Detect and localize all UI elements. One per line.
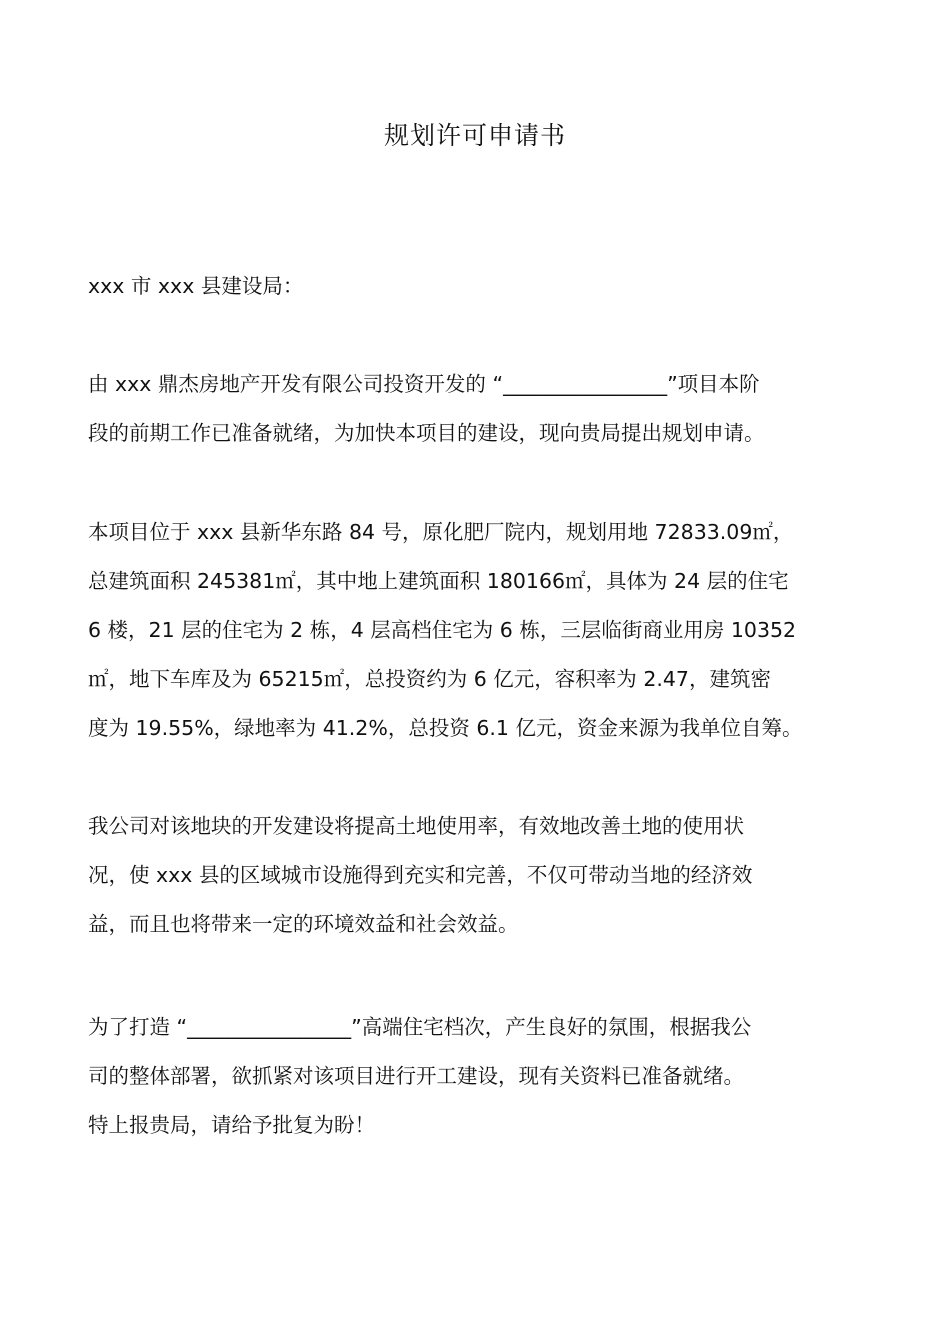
paragraph-line: 本项目位于 xxx 县新华东路 84 号，原化肥厂院内，规划用地 72833.09㎡， xyxy=(88,520,794,544)
paragraph-line: ㎡，地下车库及为 65215㎡，总投资约为 6 亿元，容积率为 2.47，建筑密 xyxy=(88,667,771,691)
paragraph-line: 为了打造 “________________”高端住宅档次，产生良好的氛围，根据我公 xyxy=(88,1015,752,1039)
paragraph-line: 况，使 xxx 县的区域城市设施得到充实和完善，不仅可带动当地的经济效 xyxy=(88,863,753,887)
salutation: xxx 市 xxx 县建设局： xyxy=(88,274,304,298)
paragraph-line: 总建筑面积 245381㎡，其中地上建筑面积 180166㎡，具体为 24 层的住宅 xyxy=(88,569,789,593)
paragraph-line: 益，而且也将带来一定的环境效益和社会效益。 xyxy=(88,912,519,936)
paragraph-benefits xyxy=(88,802,864,949)
paragraph-intro xyxy=(88,360,864,458)
paragraph-line: 我公司对该地块的开发建设将提高土地使用率，有效地改善土地的使用状 xyxy=(88,814,744,838)
paragraph-line: 段的前期工作已准备就绪，为加快本项目的建设，现向贵局提出规划申请。 xyxy=(88,421,765,445)
paragraph-request xyxy=(88,1003,864,1150)
paragraph-line: 度为 19.55%，绿地率为 41.2%，总投资 6.1 亿元，资金来源为我单位自筹。 xyxy=(88,716,803,740)
document-title: 规划许可申请书 xyxy=(383,121,566,150)
paragraph-project-details xyxy=(88,508,864,753)
paragraph-line: 司的整体部署，欲抓紧对该项目进行开工建设，现有关资料已准备就绪。 xyxy=(88,1064,744,1088)
paragraph-line: 特上报贵局，请给予批复为盼！ xyxy=(88,1113,375,1137)
paragraph-line: 由 xxx 鼎杰房地产开发有限公司投资开发的 “________________”项目本阶 xyxy=(88,372,760,396)
paragraph-line: 6 楼，21 层的住宅为 2 栋，4 层高档住宅为 6 栋，三层临街商业用房 10352 xyxy=(88,618,797,642)
